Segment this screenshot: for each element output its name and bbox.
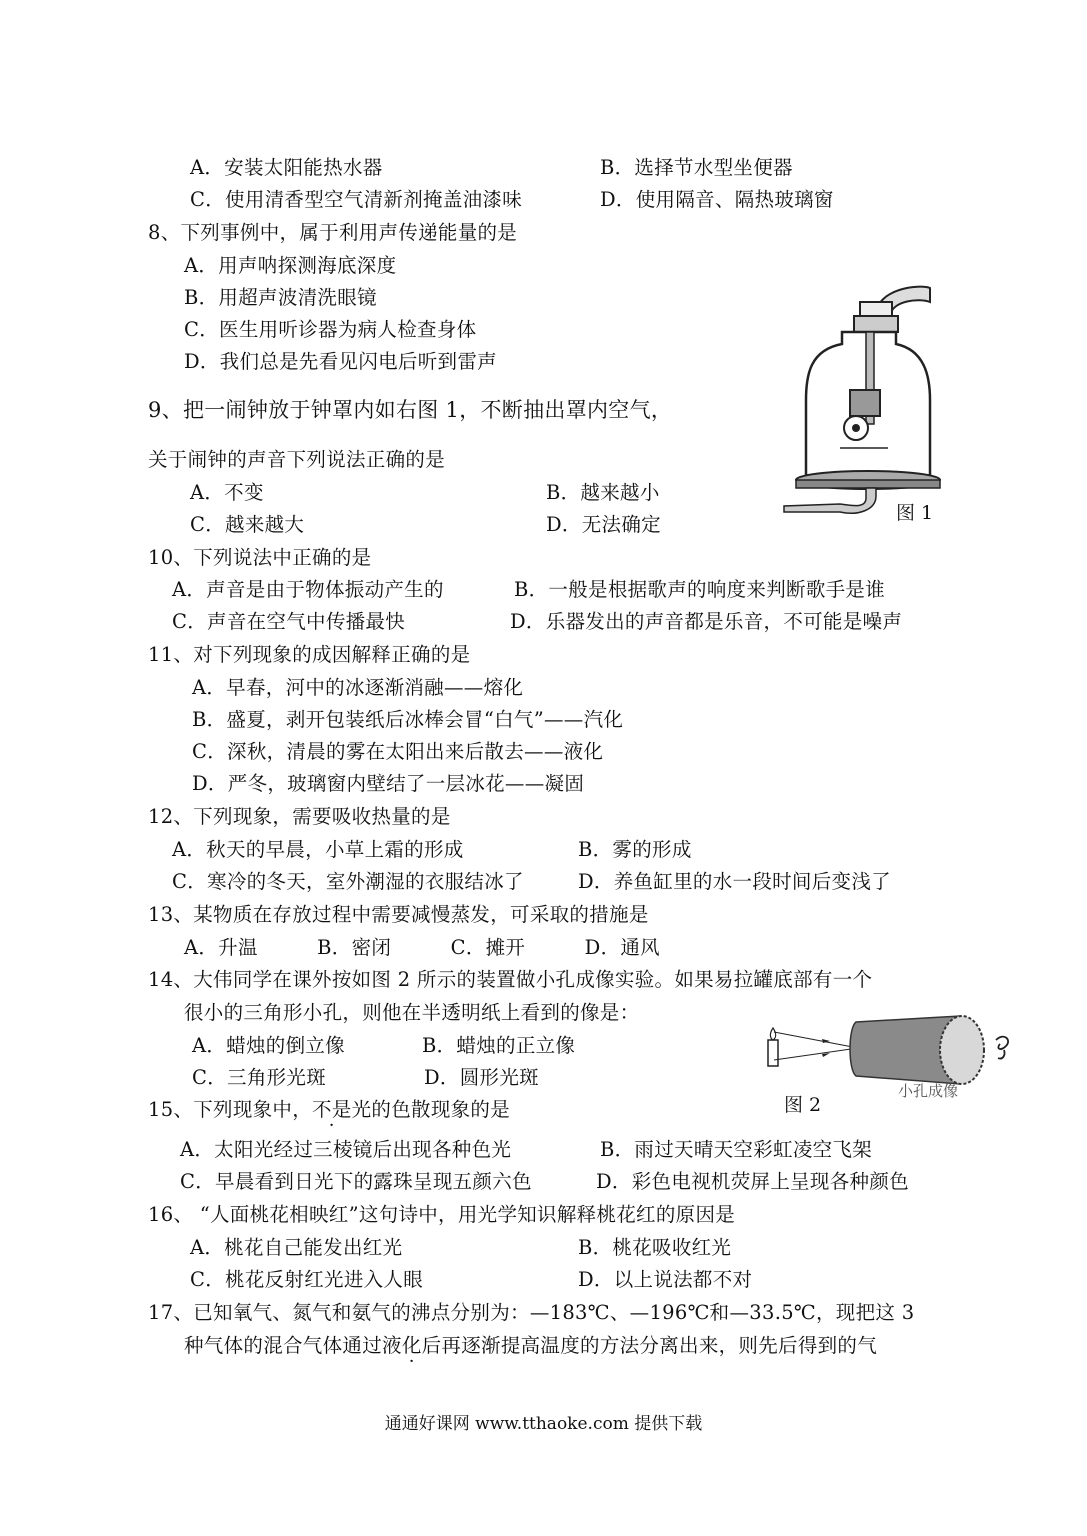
q15-stem <box>148 1098 510 1122</box>
q15-option-c: C．早晨看到日光下的露珠呈现五颜六色 <box>180 1170 532 1193</box>
q7-option-d: D．使用隔音、隔热玻璃窗 <box>600 188 834 211</box>
q17-stem-pre: 种气体的混合气体通过 <box>184 1334 383 1357</box>
q10-option-d: D．乐器发出的声音都是乐音，不可能是噪声 <box>510 610 903 633</box>
q7-option-c: C．使用清香型空气清新剂掩盖油漆味 <box>190 188 523 211</box>
pinhole-camera-figure <box>760 1010 1020 1100</box>
q17-stem-line1: 17、已知氧气、氮气和氨气的沸点分别为：—183℃、—196℃和—33.5℃，现把这 3 <box>148 1301 915 1324</box>
q16-stem: 16、 “人面桃花相映红”这句诗中，用光学知识解释桃花红的原因是 <box>148 1203 736 1226</box>
q17-stem-line2 <box>184 1334 877 1358</box>
q11-option-b: B．盛夏，剥开包装纸后冰棒会冒“白气”——汽化 <box>192 708 624 731</box>
q17-stem-post: 再逐渐提高温度的方法分离出来，则先后得到的气 <box>441 1334 878 1357</box>
q17-stem-emphasis: 液化后 <box>382 1334 442 1357</box>
q16-option-d: D．以上说法都不对 <box>578 1268 753 1291</box>
q15-option-d: D．彩色电视机荧屏上呈现各种颜色 <box>596 1170 909 1193</box>
figure-1-caption: 图 1 <box>896 502 934 524</box>
q9-stem-line1: 9、把一闹钟放于钟罩内如右图 1，不断抽出罩内空气， <box>148 398 673 422</box>
q14-option-b: B．蜡烛的正立像 <box>422 1034 576 1057</box>
q15-stem-post: 光的色散现象的是 <box>351 1098 511 1121</box>
q15-stem-pre: 15、下列现象中， <box>148 1098 313 1121</box>
q14-stem-line2: 很小的三角形小孔，则他在半透明纸上看到的像是： <box>184 1001 640 1024</box>
page-footer: 通通好课网 www.tthaoke.com 提供下载 <box>384 1414 703 1434</box>
q11-option-d: D．严冬，玻璃窗内壁结了一层冰花——凝固 <box>192 772 585 795</box>
q11-option-c: C．深秋，清晨的雾在太阳出来后散去——液化 <box>192 740 604 763</box>
q14-option-a: A．蜡烛的倒立像 <box>192 1034 345 1057</box>
q16-option-a: A．桃花自己能发出红光 <box>190 1236 403 1259</box>
q9-option-a: A．不变 <box>190 481 264 504</box>
q9-option-b: B．越来越小 <box>546 481 660 504</box>
q9-stem-line2: 关于闹钟的声音下列说法正确的是 <box>148 448 446 471</box>
q11-stem: 11、对下列现象的成因解释正确的是 <box>148 643 471 666</box>
q8-stem: 8、下列事例中，属于利用声传递能量的是 <box>148 221 518 244</box>
q10-stem: 10、下列说法中正确的是 <box>148 546 372 569</box>
figure-2-label: 小孔成像 <box>898 1082 959 1100</box>
q10-option-a: A．声音是由于物体振动产生的 <box>172 578 444 601</box>
q9-option-c: C．越来越大 <box>190 513 305 536</box>
q12-stem: 12、下列现象，需要吸收热量的是 <box>148 805 451 828</box>
q10-option-b: B．一般是根据歌声的响度来判断歌手是谁 <box>514 578 886 601</box>
figure-2-caption: 图 2 <box>784 1094 822 1116</box>
q13-stem: 13、某物质在存放过程中需要减慢蒸发，可采取的措施是 <box>148 903 649 926</box>
q8-option-a: A．用声呐探测海底深度 <box>184 254 397 277</box>
q11-option-a: A．早春，河中的冰逐渐消融——熔化 <box>192 676 524 699</box>
q14-option-d: D．圆形光斑 <box>424 1066 539 1089</box>
q7-option-a: A．安装太阳能热水器 <box>190 156 383 179</box>
q8-option-b: B．用超声波清洗眼镜 <box>184 286 377 309</box>
q10-option-c: C．声音在空气中传播最快 <box>172 610 406 633</box>
q14-stem-line1: 14、大伟同学在课外按如图 2 所示的装置做小孔成像实验。如果易拉罐底部有一个 <box>148 968 873 991</box>
q7-option-b: B．选择节水型坐便器 <box>600 156 793 179</box>
q12-option-b: B．雾的形成 <box>578 838 692 861</box>
q13-options: A．升温 B．密闭 C．摊开 D．通风 <box>184 936 660 959</box>
q16-option-c: C．桃花反射红光进入人眼 <box>190 1268 424 1291</box>
q9-option-d: D．无法确定 <box>546 513 661 536</box>
q12-option-a: A．秋天的早晨，小草上霜的形成 <box>172 838 464 861</box>
q12-option-c: C．寒冷的冬天，室外潮湿的衣服结冰了 <box>172 870 524 893</box>
q15-option-a: A．太阳光经过三棱镜后出现各种色光 <box>180 1138 512 1161</box>
bell-jar-figure <box>780 280 955 520</box>
q12-option-d: D．养鱼缸里的水一段时间后变浅了 <box>578 870 891 893</box>
q8-option-c: C．医生用听诊器为病人检查身体 <box>184 318 477 341</box>
q16-option-b: B．桃花吸收红光 <box>578 1236 732 1259</box>
q15-option-b: B．雨过天晴天空彩虹凌空飞架 <box>600 1138 873 1161</box>
q8-option-d: D．我们总是先看见闪电后听到雷声 <box>184 350 497 373</box>
q15-stem-emphasis: 不是 <box>312 1098 352 1121</box>
q14-option-c: C．三角形光斑 <box>192 1066 327 1089</box>
